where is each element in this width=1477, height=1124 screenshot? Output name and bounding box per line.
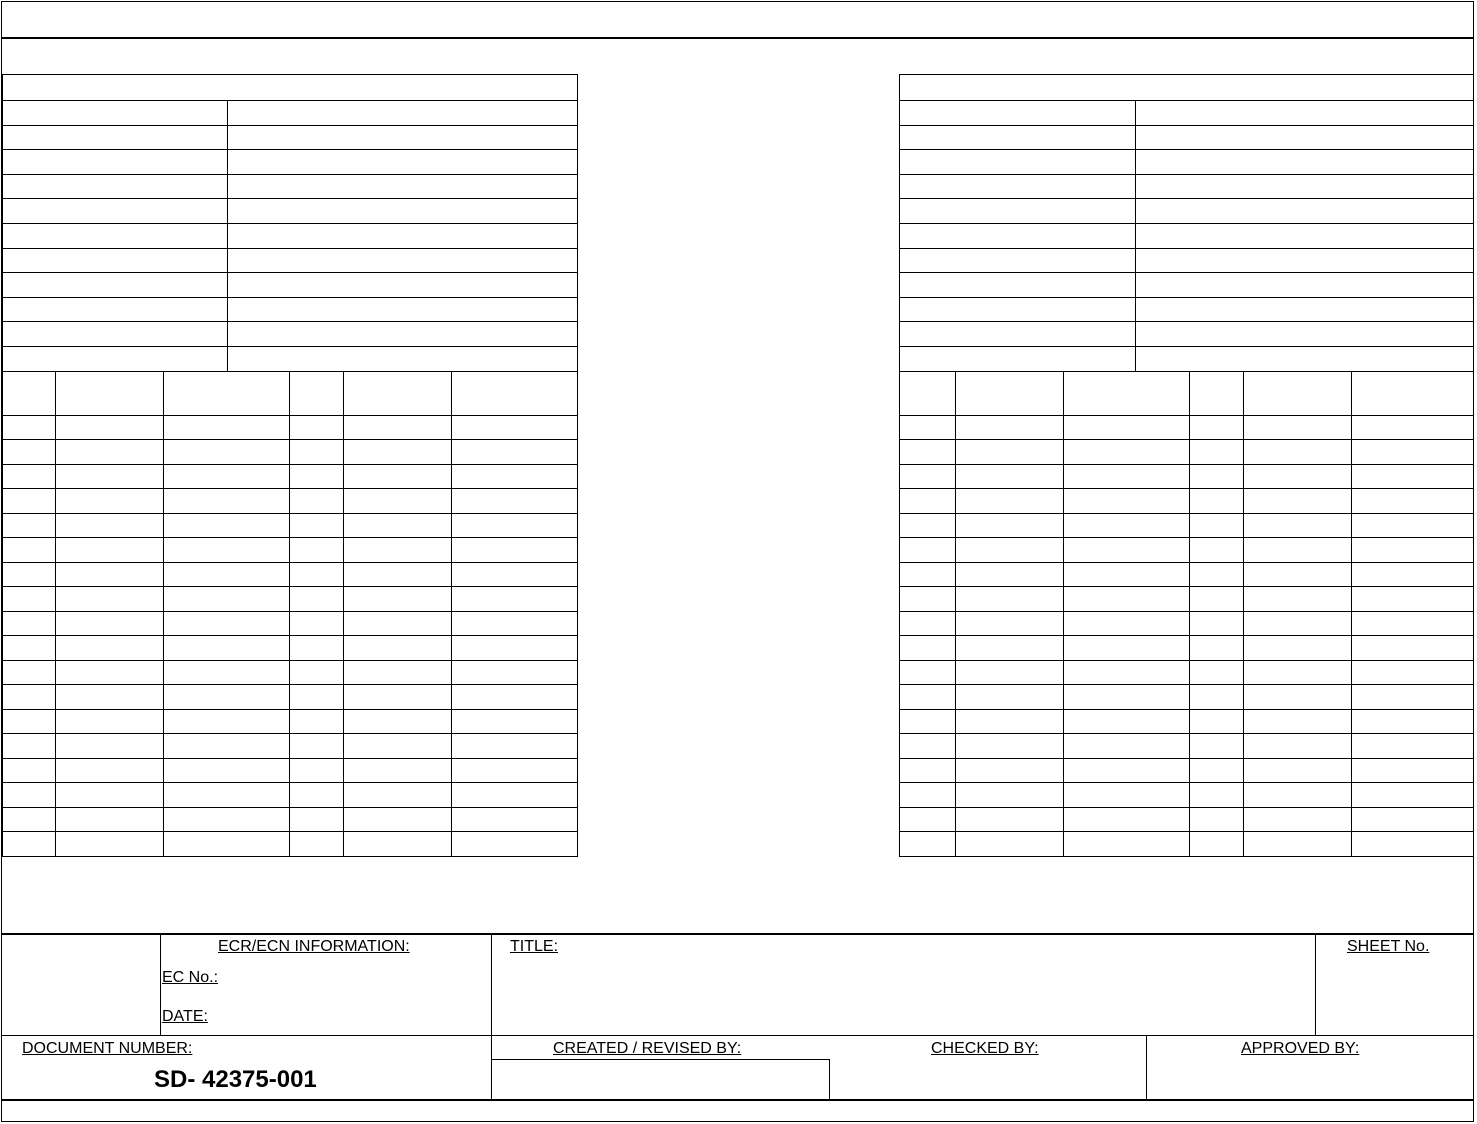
table-label-cell xyxy=(899,297,1136,323)
table-cell xyxy=(289,758,344,784)
table-cell xyxy=(289,488,344,514)
table-cell xyxy=(955,758,1064,784)
table-value-cell xyxy=(227,149,578,175)
table-cell xyxy=(1351,684,1474,710)
table-cell xyxy=(899,464,956,490)
table-cell xyxy=(1351,831,1474,857)
table-cell xyxy=(289,635,344,661)
table-cell xyxy=(1189,611,1244,637)
table-cell xyxy=(55,733,164,759)
table-label-cell xyxy=(2,248,228,274)
table-cell xyxy=(955,513,1064,539)
table-cell xyxy=(55,439,164,465)
table-cell xyxy=(289,684,344,710)
table-cell xyxy=(451,488,578,514)
table-cell xyxy=(1063,831,1190,857)
table-cell xyxy=(1063,586,1190,612)
table-cell xyxy=(1063,660,1190,686)
table-cell xyxy=(1243,807,1352,833)
table-cell xyxy=(1243,488,1352,514)
created-by-label: CREATED / REVISED BY: xyxy=(553,1040,742,1057)
title-block-row-divider xyxy=(492,1059,830,1060)
table-cell xyxy=(1189,831,1244,857)
table-cell xyxy=(343,635,452,661)
table-cell xyxy=(899,635,956,661)
table-cell xyxy=(899,611,956,637)
table-cell xyxy=(343,488,452,514)
column-header-cell xyxy=(2,371,56,416)
table-cell xyxy=(343,782,452,808)
table-cell xyxy=(2,831,56,857)
table-cell xyxy=(955,586,1064,612)
table-cell xyxy=(55,635,164,661)
table-cell xyxy=(1063,513,1190,539)
table-cell xyxy=(163,758,290,784)
table-label-cell xyxy=(2,321,228,347)
table-cell xyxy=(899,782,956,808)
table-cell xyxy=(55,464,164,490)
table-cell xyxy=(899,733,956,759)
table-cell xyxy=(343,660,452,686)
table-cell xyxy=(1243,415,1352,441)
checked-by-label: CHECKED BY: xyxy=(931,1040,1039,1057)
table-cell xyxy=(899,488,956,514)
column-header-cell xyxy=(55,371,164,416)
table-label-cell xyxy=(2,125,228,151)
table-label-cell xyxy=(2,223,228,249)
table-cell xyxy=(1243,831,1352,857)
table-cell xyxy=(343,611,452,637)
table-cell xyxy=(343,684,452,710)
table-label-cell xyxy=(899,321,1136,347)
table-cell xyxy=(1351,758,1474,784)
table-cell xyxy=(1189,439,1244,465)
table-cell xyxy=(1189,684,1244,710)
table-cell xyxy=(899,537,956,563)
table-cell xyxy=(451,758,578,784)
ecr-ecn-info-label: ECR/ECN INFORMATION: xyxy=(218,938,410,955)
title-block-divider xyxy=(491,935,492,1099)
table-cell xyxy=(955,488,1064,514)
table-cell xyxy=(451,439,578,465)
table-cell xyxy=(55,586,164,612)
table-cell xyxy=(55,562,164,588)
table-cell xyxy=(289,831,344,857)
table-cell xyxy=(1351,709,1474,735)
table-cell xyxy=(1243,537,1352,563)
table-cell xyxy=(451,562,578,588)
table-cell xyxy=(899,586,956,612)
table-value-cell xyxy=(1135,321,1474,347)
table-value-cell xyxy=(1135,223,1474,249)
table-cell xyxy=(955,660,1064,686)
table-cell xyxy=(1351,464,1474,490)
table-value-cell xyxy=(1135,198,1474,224)
title-block-row-divider xyxy=(1,1035,1474,1036)
table-cell xyxy=(55,488,164,514)
table-cell xyxy=(1243,611,1352,637)
table-cell xyxy=(1243,733,1352,759)
table-cell xyxy=(955,831,1064,857)
table-cell xyxy=(343,807,452,833)
table-cell xyxy=(163,733,290,759)
table-cell xyxy=(163,488,290,514)
table-cell xyxy=(1351,415,1474,441)
table-cell xyxy=(1063,758,1190,784)
title-label: TITLE: xyxy=(510,938,559,955)
table-cell xyxy=(343,586,452,612)
table-cell xyxy=(899,562,956,588)
table-cell xyxy=(1243,439,1352,465)
table-cell xyxy=(2,611,56,637)
table-cell xyxy=(899,758,956,784)
table-cell xyxy=(1351,660,1474,686)
table-cell xyxy=(289,537,344,563)
table-cell xyxy=(1351,733,1474,759)
table-cell xyxy=(55,758,164,784)
table-cell xyxy=(343,758,452,784)
column-header-cell xyxy=(451,371,578,416)
table-label-cell xyxy=(899,149,1136,175)
table-cell xyxy=(289,513,344,539)
table-cell xyxy=(1189,513,1244,539)
table-cell xyxy=(163,562,290,588)
table-cell xyxy=(2,782,56,808)
approved-by-label: APPROVED BY: xyxy=(1241,1040,1360,1057)
table-cell xyxy=(451,415,578,441)
table-cell xyxy=(1189,537,1244,563)
table-label-cell xyxy=(899,223,1136,249)
table-cell xyxy=(2,488,56,514)
table-cell xyxy=(343,415,452,441)
table-cell xyxy=(343,733,452,759)
table-cell xyxy=(451,611,578,637)
table-cell xyxy=(955,562,1064,588)
table-cell xyxy=(1063,562,1190,588)
table-cell xyxy=(163,537,290,563)
table-cell xyxy=(1063,684,1190,710)
table-cell xyxy=(2,758,56,784)
ec-no-label: EC No.: xyxy=(162,969,219,986)
table-cell xyxy=(899,684,956,710)
table-cell xyxy=(163,513,290,539)
table-label-cell xyxy=(899,125,1136,151)
column-header-cell xyxy=(899,371,956,416)
table-cell xyxy=(955,807,1064,833)
table-cell xyxy=(343,464,452,490)
table-value-cell xyxy=(1135,297,1474,323)
table-cell xyxy=(289,586,344,612)
table-value-cell xyxy=(227,100,578,126)
table-cell xyxy=(55,611,164,637)
table-cell xyxy=(2,660,56,686)
table-value-cell xyxy=(1135,100,1474,126)
table-cell xyxy=(899,513,956,539)
table-cell xyxy=(1351,635,1474,661)
table-cell xyxy=(451,782,578,808)
table-label-cell xyxy=(899,100,1136,126)
footer-divider xyxy=(1,1099,1474,1101)
table-cell xyxy=(55,807,164,833)
column-header-cell xyxy=(1189,371,1244,416)
table-cell xyxy=(1063,782,1190,808)
table-cell xyxy=(55,782,164,808)
table-cell xyxy=(163,782,290,808)
title-block-divider xyxy=(160,935,161,1035)
table-cell xyxy=(1189,488,1244,514)
table-cell xyxy=(55,831,164,857)
header-divider xyxy=(1,37,1474,39)
table-value-cell xyxy=(227,223,578,249)
table-value-cell xyxy=(1135,272,1474,298)
table-cell xyxy=(2,415,56,441)
table-cell xyxy=(1189,635,1244,661)
table-cell xyxy=(2,586,56,612)
table-cell xyxy=(955,733,1064,759)
table-cell xyxy=(289,415,344,441)
title-block-top-border xyxy=(1,933,1474,935)
table-cell xyxy=(2,537,56,563)
table-cell xyxy=(55,684,164,710)
table-cell xyxy=(955,611,1064,637)
table-cell xyxy=(163,709,290,735)
table-value-cell xyxy=(1135,149,1474,175)
table-cell xyxy=(2,464,56,490)
table-cell xyxy=(451,733,578,759)
table-cell xyxy=(1063,733,1190,759)
table-cell xyxy=(1351,586,1474,612)
table-cell xyxy=(1189,660,1244,686)
table-cell xyxy=(1063,439,1190,465)
table-cell xyxy=(1189,464,1244,490)
table-label-cell xyxy=(2,100,228,126)
table-cell xyxy=(1351,488,1474,514)
table-cell xyxy=(1063,635,1190,661)
table-cell xyxy=(55,415,164,441)
table-cell xyxy=(163,635,290,661)
table-cell xyxy=(2,684,56,710)
table-cell xyxy=(955,464,1064,490)
table-cell xyxy=(1243,758,1352,784)
table-cell xyxy=(2,562,56,588)
table-cell xyxy=(1351,562,1474,588)
title-block-divider xyxy=(1315,935,1316,1035)
table-cell xyxy=(2,709,56,735)
column-header-cell xyxy=(1243,371,1352,416)
table-cell xyxy=(899,415,956,441)
table-cell xyxy=(1243,635,1352,661)
table-cell xyxy=(955,709,1064,735)
table-cell xyxy=(1189,807,1244,833)
table-cell xyxy=(289,733,344,759)
table-cell xyxy=(899,709,956,735)
table-cell xyxy=(1351,513,1474,539)
table-cell xyxy=(55,513,164,539)
table-cell xyxy=(955,635,1064,661)
table-cell xyxy=(343,709,452,735)
table-cell xyxy=(451,709,578,735)
table-label-cell xyxy=(899,174,1136,200)
title-block-divider xyxy=(829,1059,830,1099)
table-cell xyxy=(163,439,290,465)
table-cell xyxy=(955,782,1064,808)
table-cell xyxy=(451,635,578,661)
table-cell xyxy=(451,807,578,833)
column-header-cell xyxy=(163,371,290,416)
column-header-cell xyxy=(955,371,1064,416)
table-value-cell xyxy=(1135,346,1474,372)
table-cell xyxy=(289,782,344,808)
table-cell xyxy=(899,439,956,465)
table-cell xyxy=(1243,586,1352,612)
table-cell xyxy=(1243,464,1352,490)
table-label-cell xyxy=(2,149,228,175)
title-block-divider xyxy=(1146,1036,1147,1099)
column-header-cell xyxy=(1063,371,1190,416)
table-cell xyxy=(1351,611,1474,637)
table-value-cell xyxy=(227,174,578,200)
table-cell xyxy=(1243,709,1352,735)
table-label-cell xyxy=(2,174,228,200)
table-cell xyxy=(55,660,164,686)
table-cell xyxy=(289,807,344,833)
table-cell xyxy=(1351,439,1474,465)
table-label-cell xyxy=(2,198,228,224)
table-value-cell xyxy=(227,198,578,224)
table-cell xyxy=(343,537,452,563)
table-value-cell xyxy=(227,125,578,151)
table-cell xyxy=(1351,782,1474,808)
table-cell xyxy=(289,709,344,735)
table-cell xyxy=(1243,684,1352,710)
table-cell xyxy=(955,439,1064,465)
table-cell xyxy=(955,415,1064,441)
table-cell xyxy=(163,586,290,612)
table-cell xyxy=(1189,782,1244,808)
table-value-cell xyxy=(227,297,578,323)
table-header-cell xyxy=(2,74,578,101)
table-cell xyxy=(1063,611,1190,637)
table-cell xyxy=(289,562,344,588)
table-value-cell xyxy=(227,248,578,274)
table-cell xyxy=(289,660,344,686)
table-label-cell xyxy=(899,346,1136,372)
table-cell xyxy=(1243,782,1352,808)
table-cell xyxy=(163,464,290,490)
table-cell xyxy=(955,684,1064,710)
table-cell xyxy=(1189,586,1244,612)
table-cell xyxy=(289,439,344,465)
table-value-cell xyxy=(1135,125,1474,151)
column-header-cell xyxy=(289,371,344,416)
table-cell xyxy=(1243,660,1352,686)
table-cell xyxy=(163,831,290,857)
table-label-cell xyxy=(899,248,1136,274)
table-cell xyxy=(163,807,290,833)
table-cell xyxy=(1063,415,1190,441)
table-cell xyxy=(1063,807,1190,833)
table-label-cell xyxy=(2,297,228,323)
table-cell xyxy=(343,439,452,465)
table-value-cell xyxy=(227,272,578,298)
table-cell xyxy=(955,537,1064,563)
table-cell xyxy=(1243,513,1352,539)
table-cell xyxy=(289,464,344,490)
table-cell xyxy=(1189,562,1244,588)
table-cell xyxy=(343,513,452,539)
table-cell xyxy=(2,513,56,539)
table-cell xyxy=(1351,807,1474,833)
table-cell xyxy=(451,537,578,563)
table-cell xyxy=(55,709,164,735)
table-cell xyxy=(451,464,578,490)
table-cell xyxy=(451,831,578,857)
table-cell xyxy=(1063,464,1190,490)
table-cell xyxy=(899,807,956,833)
table-cell xyxy=(451,586,578,612)
table-cell xyxy=(163,611,290,637)
table-cell xyxy=(899,831,956,857)
table-cell xyxy=(163,415,290,441)
document-number-value: SD- 42375-001 xyxy=(154,1066,317,1093)
table-value-cell xyxy=(227,321,578,347)
table-cell xyxy=(343,562,452,588)
table-cell xyxy=(1063,488,1190,514)
table-cell xyxy=(163,660,290,686)
table-cell xyxy=(1063,537,1190,563)
table-cell xyxy=(1351,537,1474,563)
sheet-number-label: SHEET No. xyxy=(1347,938,1430,955)
table-value-cell xyxy=(1135,248,1474,274)
table-cell xyxy=(55,537,164,563)
table-value-cell xyxy=(1135,174,1474,200)
table-cell xyxy=(1189,758,1244,784)
table-cell xyxy=(451,660,578,686)
table-cell xyxy=(289,611,344,637)
table-label-cell xyxy=(2,272,228,298)
table-cell xyxy=(1189,709,1244,735)
table-cell xyxy=(343,831,452,857)
table-label-cell xyxy=(899,198,1136,224)
table-cell xyxy=(899,660,956,686)
column-header-cell xyxy=(343,371,452,416)
table-cell xyxy=(2,807,56,833)
table-label-cell xyxy=(2,346,228,372)
table-cell xyxy=(451,513,578,539)
table-cell xyxy=(1189,733,1244,759)
table-cell xyxy=(2,635,56,661)
table-cell xyxy=(1189,415,1244,441)
date-label: DATE: xyxy=(162,1008,208,1025)
table-value-cell xyxy=(227,346,578,372)
document-number-label: DOCUMENT NUMBER: xyxy=(22,1040,193,1057)
table-cell xyxy=(2,733,56,759)
table-cell xyxy=(1243,562,1352,588)
column-header-cell xyxy=(1351,371,1474,416)
table-cell xyxy=(451,684,578,710)
table-cell xyxy=(163,684,290,710)
table-label-cell xyxy=(899,272,1136,298)
table-cell xyxy=(2,439,56,465)
table-header-cell xyxy=(899,74,1474,101)
table-cell xyxy=(1063,709,1190,735)
